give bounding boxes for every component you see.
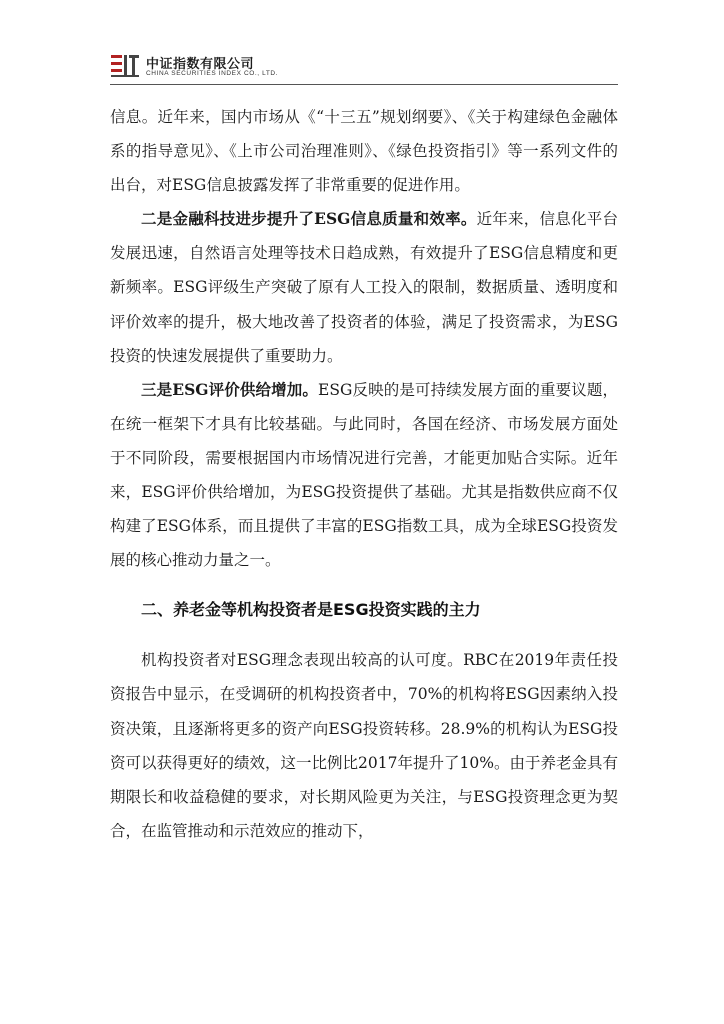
paragraph-1 <box>110 100 618 202</box>
page-header <box>110 50 620 84</box>
paragraph-2-text: 近年来，信息化平台发展迅速，自然语言处理等技术日趋成熟，有效提升了ESG信息精度和更新频率。ESG评级生产突破了原有人工投入的限制，数据质量、透明度和评价效率的提升，极大地改善了投资者的体验，满足了投资需求，为ESG投资的快速发展提供了重要助力。 <box>110 210 618 365</box>
paragraph-2 <box>110 202 618 372</box>
section-2-title: 二、养老金等机构投资者是ESG投资实践的主力 <box>141 600 481 620</box>
org-name-en: CHINA SECURITIES INDEX CO., LTD. <box>146 70 279 77</box>
csi-logo-icon <box>110 52 140 78</box>
paragraph-3-lead: 三是ESG评价供给增加。 <box>141 379 319 399</box>
paragraph-1-text: 信息。近年来，国内市场从《“十三五”规划纲要》、《关于构建绿色金融体系的指导意见》、《上市公司治理准则》、《绿色投资指引》等一系列文件的出台，对ESG信息披露发挥了非常重要的促进作用。 <box>110 108 618 195</box>
section-2-paragraph: 机构投资者对ESG理念表现出较高的认可度。RBC在2019年责任投资报告中显示，在受调研的机构投资者中，70%的机构将ESG因素纳入投资决策，且逐渐将更多的资产向ESG投资转移。28.9%的机构认为ESG投资可以获得更好的绩效，这一比例比2017年提升了10%。由于养老金具有期限长和收益稳健的要求，对长期风险更为关注，与ESG投资理念更为契合，在监管推动和示范效应的推动下， <box>110 651 618 840</box>
paragraph-3 <box>110 373 618 578</box>
header-divider <box>110 84 618 85</box>
org-name-cn: 中证指数有限公司 <box>146 57 255 72</box>
document-body <box>110 100 618 848</box>
paragraph-3-text: ESG反映的是可持续发展方面的重要议题，在统一框架下才具有比较基础。与此同时，各国在经济、市场发展方面处于不同阶段，需要根据国内市场情况进行完善，才能更加贴合实际。近年来，ESG评价供给增加，为ESG投资提供了基础。尤其是指数供应商不仅构建了ESG体系，而且提供了丰富的ESG指数工具，成为全球ESG投资发展的核心推动力量之一。 <box>110 380 618 570</box>
paragraph-2-lead: 二是金融科技进步提升了ESG信息质量和效率。 <box>141 209 477 229</box>
